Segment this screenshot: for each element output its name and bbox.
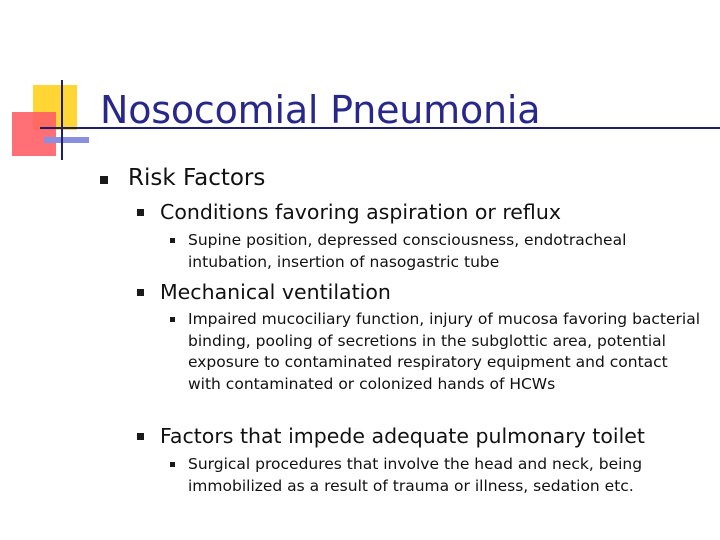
- square-bullet-icon: [137, 289, 144, 296]
- logo-blue-bar: [44, 137, 89, 143]
- square-bullet-icon: [170, 317, 175, 322]
- slide-title: Nosocomial Pneumonia: [100, 88, 541, 132]
- bullet-text: Conditions favoring aspiration or reflux: [160, 200, 561, 224]
- logo-red-square: [12, 112, 56, 156]
- logo-vertical-line: [61, 80, 63, 160]
- bullet-text: Impaired mucociliary function, injury of mucosa favoring bacterial binding, pooling of secretions in the subglottic area, potential exposure to contaminated respiratory equipment and contact with contaminated or colonized hands of HCWs: [188, 310, 701, 393]
- bullet-text: Risk Factors: [128, 165, 266, 191]
- bullet-text: Factors that impede adequate pulmonary toilet: [160, 424, 645, 448]
- bullet-text: Mechanical ventilation: [160, 280, 391, 304]
- square-bullet-icon: [170, 462, 175, 467]
- decorative-logo: [0, 0, 110, 170]
- square-bullet-icon: [170, 238, 175, 243]
- bullet-text: Supine position, depressed consciousness, endotracheal intubation, insertion of nasogastric tube: [188, 231, 627, 271]
- square-bullet-icon: [100, 176, 108, 184]
- square-bullet-icon: [137, 433, 144, 440]
- square-bullet-icon: [137, 209, 144, 216]
- bullet-text: Surgical procedures that involve the head and neck, being immobilized as a result of trauma or illness, sedation etc.: [188, 455, 643, 495]
